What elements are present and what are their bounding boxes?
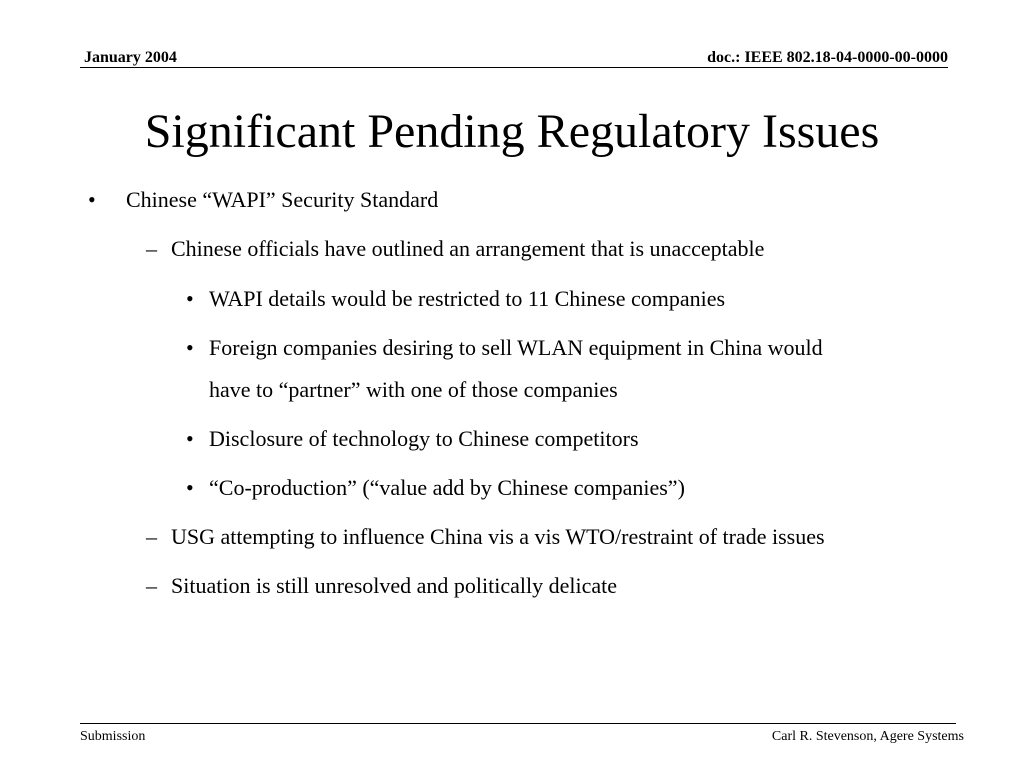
bullet-marker-l1: • bbox=[88, 187, 96, 212]
bullet-marker-l2: – bbox=[146, 236, 157, 261]
bullet-l3-disclosure: Disclosure of technology to Chinese competitors bbox=[209, 426, 639, 451]
bullet-l3-foreign-line2: have to “partner” with one of those companies bbox=[209, 377, 618, 402]
bullet-l3-restricted: WAPI details would be restricted to 11 Chinese companies bbox=[209, 286, 726, 311]
header-doc-id: doc.: IEEE 802.18-04-0000-00-0000 bbox=[707, 49, 948, 66]
header-date: January 2004 bbox=[84, 49, 177, 66]
bullet-marker-l2: – bbox=[146, 524, 157, 549]
bullet-marker-l3: • bbox=[186, 426, 194, 451]
bullet-marker-l2: – bbox=[146, 573, 157, 598]
bullet-marker-l3: • bbox=[186, 475, 194, 500]
bullet-l3-coproduction: “Co-production” (“value add by Chinese companies”) bbox=[209, 475, 685, 500]
header-divider bbox=[80, 67, 948, 68]
bullet-marker-l3: • bbox=[186, 335, 194, 360]
slide-title: Significant Pending Regulatory Issues bbox=[144, 105, 880, 158]
footer-divider bbox=[80, 723, 956, 724]
bullet-l3-foreign-line1: Foreign companies desiring to sell WLAN equipment in China would bbox=[209, 335, 823, 360]
bullet-marker-l3: • bbox=[186, 286, 194, 311]
footer-author: Carl R. Stevenson, Agere Systems bbox=[771, 729, 964, 744]
footer-submission: Submission bbox=[80, 729, 146, 744]
bullet-l2-unresolved: Situation is still unresolved and politically delicate bbox=[171, 573, 618, 598]
bullet-l1-wapi: Chinese “WAPI” Security Standard bbox=[126, 187, 439, 212]
bullet-l2-arrangement: Chinese officials have outlined an arrangement that is unacceptable bbox=[171, 236, 765, 261]
bullet-l2-usg: USG attempting to influence China vis a vis WTO/restraint of trade issues bbox=[171, 524, 825, 549]
